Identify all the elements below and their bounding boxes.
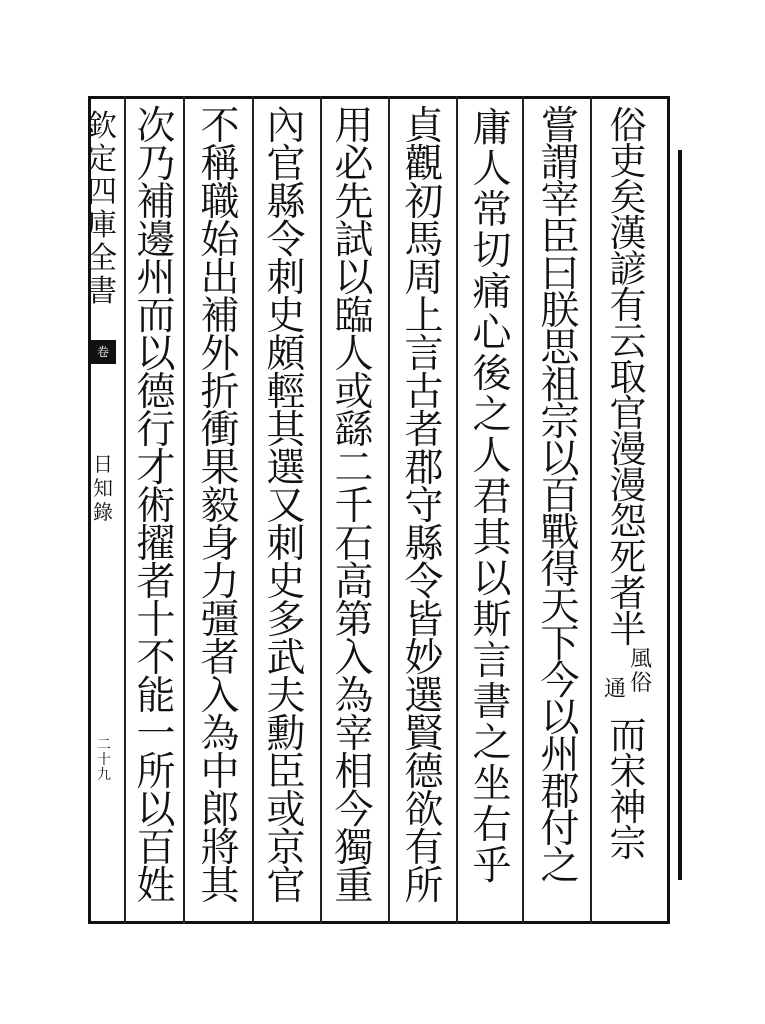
text-char: 千 [334,484,374,529]
text-char: 一 [136,712,176,757]
text-char: 言 [472,639,512,684]
text-char: 入 [200,674,240,719]
text-char: 百 [540,474,580,519]
text-char: 常 [472,188,512,233]
text-char: 必 [334,142,374,187]
text-char: 或 [266,788,306,833]
text-char: 言 [404,332,444,377]
text-char: 死 [609,536,647,579]
text-char: 獨 [334,826,374,871]
text-char: 先 [334,180,374,225]
text-char: 者 [200,636,240,681]
text-char: 以 [334,256,374,301]
text-char: 試 [334,218,374,263]
text-char: 有 [404,826,444,871]
text-char: 輕 [266,370,306,415]
text-char: 乎 [472,844,512,889]
text-char: 諺 [609,248,647,291]
margin-collection-title [84,110,120,308]
text-char: 所 [136,750,176,795]
text-char: 才 [136,446,176,491]
text-char: 出 [200,256,240,301]
text-char: 後 [472,352,512,397]
text-char: 彊 [200,598,240,643]
text-char: 選 [266,446,306,491]
interlinear-note [603,648,653,718]
text-char: 石 [334,522,374,567]
text-char: 邊 [136,218,176,263]
note-char: 俗 [629,671,652,696]
text-char: 宗 [540,400,580,445]
text-char: 補 [136,180,176,225]
text-char: 戰 [540,511,580,556]
text-char: 周 [404,256,444,301]
text-char: 重 [334,864,374,909]
text-char: 漫 [609,428,647,471]
text-char: 臣 [540,215,580,260]
note-right-line [629,648,653,696]
text-char: 下 [540,622,580,667]
text-char: 第 [334,598,374,643]
text-char: 高 [334,560,374,605]
note-char: 風 [629,647,652,672]
text-char: 以 [136,332,176,377]
text-char: 州 [136,256,176,301]
text-char: 之 [472,393,512,438]
text-char: 上 [404,294,444,339]
text-char: 而 [609,714,647,757]
text-char: 之 [472,721,512,766]
text-char: 欲 [404,788,444,833]
text-char: 乃 [136,142,176,187]
text-column-8 [126,104,186,916]
text-char: 右 [472,803,512,848]
text-char: 貞 [404,104,444,149]
text-char: 云 [609,320,647,363]
text-char: 天 [540,585,580,630]
margin-title-char: 欽 [87,109,117,144]
text-char: 而 [136,294,176,339]
text-char: 守 [404,484,444,529]
text-char: 擢 [136,522,176,567]
text-char: 臨 [334,294,374,339]
text-char: 宋 [609,750,647,793]
text-char: 身 [200,522,240,567]
text-char: 姓 [136,864,176,909]
text-column-4 [394,104,454,916]
margin-book-char: 日 [93,452,113,476]
frame-thick-rule [678,150,682,880]
text-char: 以 [136,788,176,833]
margin-page-char: 二 [97,737,111,753]
text-char: 怨 [609,500,647,543]
text-char: 百 [136,826,176,871]
margin-page-number [90,738,118,783]
text-char: 史 [266,560,306,605]
text-char: 州 [540,733,580,778]
text-char: 二 [334,446,374,491]
text-char: 或 [334,370,374,415]
margin-page-char: 九 [97,767,111,783]
text-char: 曰 [540,252,580,297]
text-char: 朕 [540,289,580,334]
text-char: 謂 [540,141,580,186]
text-char: 刺 [266,522,306,567]
text-column-2 [530,104,590,916]
text-char: 多 [266,598,306,643]
text-char: 為 [334,674,374,719]
text-char: 皆 [404,598,444,643]
text-char: 漢 [609,212,647,255]
text-char: 郡 [404,446,444,491]
text-char: 勳 [266,712,306,757]
text-char: 人 [334,332,374,377]
text-char: 刺 [266,256,306,301]
text-char: 補 [200,294,240,339]
text-char: 妙 [404,636,444,681]
text-char: 者 [609,572,647,615]
text-char: 外 [200,332,240,377]
text-char: 不 [136,636,176,681]
text-char: 力 [200,560,240,605]
text-char: 內 [266,104,306,149]
text-char: 人 [472,434,512,479]
text-char: 史 [266,294,306,339]
text-char: 之 [540,844,580,889]
text-char: 今 [334,788,374,833]
text-char: 德 [136,370,176,415]
column-rule [456,96,458,924]
column-rule [522,96,524,924]
text-char: 德 [404,750,444,795]
margin-book-char: 知 [93,476,113,500]
text-char: 嘗 [540,104,580,149]
margin-book-title [88,452,118,524]
text-char: 又 [266,484,306,529]
text-char: 術 [136,484,176,529]
column-rule [590,96,592,924]
text-char: 人 [472,147,512,192]
note-left-line [603,678,627,702]
text-char: 付 [540,807,580,852]
text-char: 官 [609,392,647,435]
text-char: 賢 [404,712,444,757]
text-char: 令 [266,218,306,263]
text-char: 其 [472,516,512,561]
text-char: 官 [266,142,306,187]
note-char: 通 [603,677,626,702]
text-char: 十 [136,598,176,643]
column-rule [388,96,390,924]
text-char: 衝 [200,408,240,453]
text-char: 庸 [472,106,512,151]
text-char: 者 [136,560,176,605]
text-char: 有 [609,284,647,327]
text-column-6 [256,104,316,916]
text-char: 用 [334,104,374,149]
text-char: 中 [200,750,240,795]
margin-title-char: 全 [87,241,117,276]
text-char: 宰 [334,712,374,757]
text-char: 郡 [540,770,580,815]
text-char: 職 [200,180,240,225]
text-char: 古 [404,370,444,415]
text-char: 坐 [472,762,512,807]
text-char: 宗 [609,822,647,865]
text-char: 馬 [404,218,444,263]
text-char: 次 [136,104,176,149]
margin-title-char: 書 [87,274,117,309]
text-char: 思 [540,326,580,371]
text-char: 取 [609,356,647,399]
text-char: 所 [404,864,444,909]
text-char: 令 [404,560,444,605]
text-char: 相 [334,750,374,795]
text-char: 君 [472,475,512,520]
text-char: 繇 [334,408,374,453]
text-char: 以 [540,437,580,482]
text-char: 夫 [266,674,306,719]
text-char: 其 [200,864,240,909]
text-char: 半 [609,608,647,651]
text-char: 縣 [266,180,306,225]
text-column-1 [598,104,658,916]
column-rule [252,96,254,924]
text-char: 祖 [540,363,580,408]
text-char: 選 [404,674,444,719]
text-char: 斯 [472,598,512,643]
text-char: 觀 [404,142,444,187]
text-char: 郎 [200,788,240,833]
text-char: 武 [266,636,306,681]
text-char: 將 [200,826,240,871]
text-char: 矣 [609,176,647,219]
text-char: 者 [404,408,444,453]
text-char: 臣 [266,750,306,795]
text-char: 行 [136,408,176,453]
text-char: 神 [609,786,647,829]
text-column-3 [462,108,522,916]
text-char: 毅 [200,484,240,529]
text-char: 其 [266,408,306,453]
text-column-7 [190,104,250,916]
text-char: 能 [136,674,176,719]
column-rule [320,96,322,924]
text-char: 官 [266,864,306,909]
text-char: 俗 [609,104,647,147]
text-char: 果 [200,446,240,491]
text-column-5 [324,104,384,916]
text-char: 今 [540,659,580,704]
text-char: 初 [404,180,444,225]
text-char: 痛 [472,270,512,315]
text-char: 稱 [200,142,240,187]
text-char: 心 [472,311,512,356]
margin-title-char: 庫 [87,208,117,243]
text-char: 京 [266,826,306,871]
text-char: 漫 [609,464,647,507]
text-char: 折 [200,370,240,415]
text-char: 頗 [266,332,306,377]
margin-title-char: 定 [87,142,117,177]
margin-page-char: 十 [97,752,111,768]
text-char: 入 [334,636,374,681]
text-char: 宰 [540,178,580,223]
text-char: 縣 [404,522,444,567]
text-char: 切 [472,229,512,274]
margin-book-char: 錄 [93,500,113,524]
text-char: 以 [540,696,580,741]
text-char: 吏 [609,140,647,183]
margin-volume-label: 卷 [96,345,109,359]
margin-title-char: 四 [87,175,117,210]
text-char: 不 [200,104,240,149]
text-char: 書 [472,680,512,725]
text-char: 始 [200,218,240,263]
text-char: 得 [540,548,580,593]
text-char: 以 [472,557,512,602]
margin-volume-mark [90,340,116,364]
text-char: 為 [200,712,240,757]
